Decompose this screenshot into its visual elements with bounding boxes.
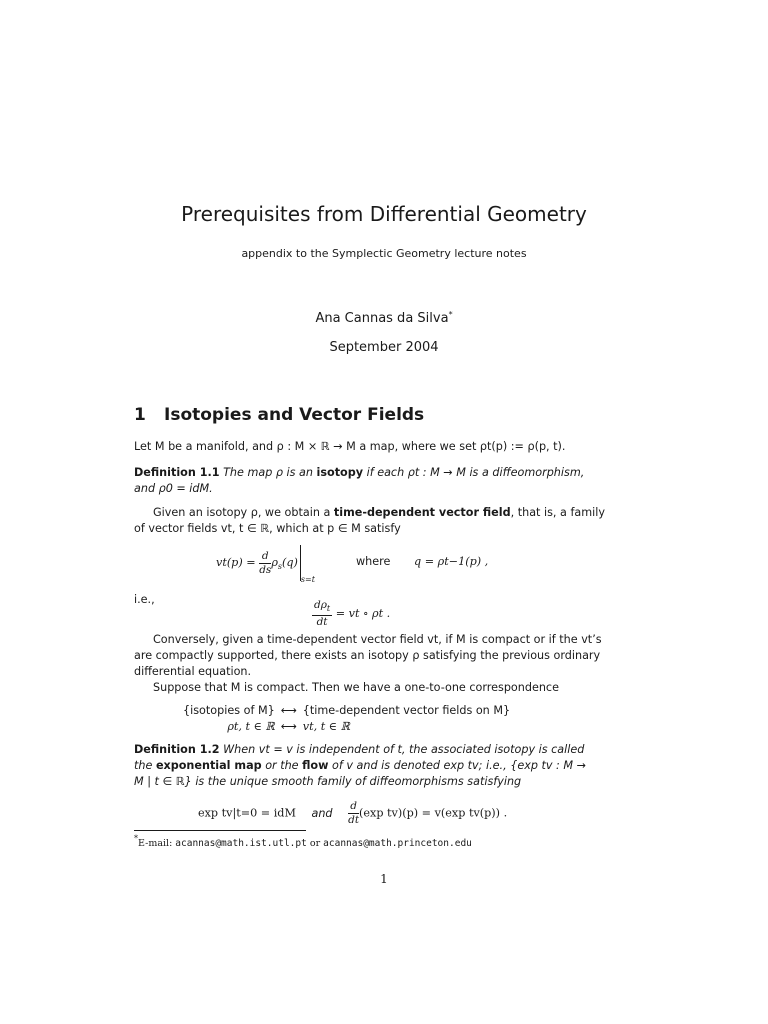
title-text: Prerequisites from Differential Geometry [181,202,587,226]
paragraph-vector-field-line2: of vector fields vt, t ∈ ℝ, which at p ∈ M satisfy [134,522,401,535]
definition-1-2 [134,742,584,758]
definition-1-1-line2: and ρ0 = idM. [134,482,213,495]
paragraph-converse-line1: Conversely, given a time-dependent vector field vt, if M is compact or if the vt’s [153,633,602,646]
footnote-mark: * [134,834,138,843]
paragraph-text: Given an isotopy ρ, we obtain a [153,506,331,519]
equation-2 [312,599,390,629]
definition-1-1 [134,465,584,481]
email-link-2[interactable]: acannas@math.princeton.edu [323,838,472,849]
equation-3-right: (exp tv)(p) = v(exp tv(p)) . [359,806,508,820]
equation-3-and: and [311,806,333,820]
definition-text: or the [265,759,299,772]
derivative-fraction: $\frac{d\rho_t}{dt}$ [314,599,331,628]
definition-text: When vt = v is independent of t, the associated isotopy is called [223,743,585,756]
derivative-fraction: $\frac{d}{dt}$ [348,800,360,826]
definition-text: if each ρt : M → M is a diffeomorphism, [366,466,585,479]
footnote-prefix: E-mail: [138,838,176,849]
paragraph-compact: Suppose that M is compact. Then we have a one-to-one correspondence [153,681,559,694]
definition-text: The map ρ is an [223,466,313,479]
equation-3 [198,800,507,827]
definition-1-2-line2 [134,758,586,774]
correspondence-row [180,703,513,719]
page-number: 1 [380,872,388,886]
equation-term: $\rho_s(q)$ [271,556,298,571]
footnote-or: or [306,838,324,849]
equation-lhs: vt(p) = [216,556,256,569]
correspondence-arrow: ⟷ [280,720,297,733]
definition-text: the [134,759,153,772]
paper-subtitle: appendix to the Symplectic Geometry lecture notes [241,247,527,260]
term-time-dependent: time-dependent vector field [333,506,511,519]
paragraph-vector-field [153,505,605,521]
derivative-fraction: $\frac{d}{ds}$ [259,549,272,576]
correspondence-row [180,719,513,735]
correspondence-left: ρt, t ∈ ℝ [227,720,275,733]
equation-1 [216,545,315,584]
correspondence-right: vt, t ∈ ℝ [302,720,350,733]
correspondence-arrow: ⟷ [280,704,297,717]
paragraph-converse-line2: are compactly supported, there exists an isotopy ρ satisfying the previous ordinary [134,649,601,662]
section-title: Isotopies and Vector Fields [164,405,425,425]
equation-3-left: exp tv|t=0 = idM [198,806,296,820]
paragraph-text: , that is, a family [510,506,605,519]
equation-1-rhs: q = ρt−1(p) , [414,555,489,568]
section-heading [134,405,424,425]
term-exponential-map: exponential map [155,759,262,772]
author-footnote-mark: * [448,310,453,319]
paper-title [0,202,768,226]
equation-1-where: where [356,555,391,568]
email-link-1[interactable]: acannas@math.ist.utl.pt [175,838,307,849]
correspondence-right: {time-dependent vector fields on M} [302,704,511,717]
intro-paragraph: Let M be a manifold, and ρ : M × ℝ → M a map, where we set ρt(p) := ρ(p, t). [134,440,566,453]
equation-2-rhs: = vt ∘ ρt . [335,607,391,620]
correspondence-left: {isotopies of M} [183,704,275,717]
term-flow: flow [302,759,329,772]
correspondence-table [180,703,513,735]
definition-term: isotopy [316,466,364,479]
definition-text: of v and is denoted exp tv; i.e., {exp tv : M → [332,759,586,772]
definition-label: Definition 1.2 [134,743,220,756]
footnote [134,834,472,849]
ie-text: i.e., [134,593,155,606]
definition-label: Definition 1.1 [134,466,220,479]
author-name: Ana Cannas da Silva [315,311,449,326]
author-line [0,310,768,326]
footnote-rule [134,830,306,831]
publication-date: September 2004 [329,340,439,355]
section-number: 1 [134,405,146,425]
definition-1-2-line3: M | t ∈ ℝ} is the unique smooth family of diffeomorphisms satisfying [134,775,522,788]
paragraph-converse-line3: differential equation. [134,665,252,678]
evaluation-subscript: s=t [300,575,315,584]
